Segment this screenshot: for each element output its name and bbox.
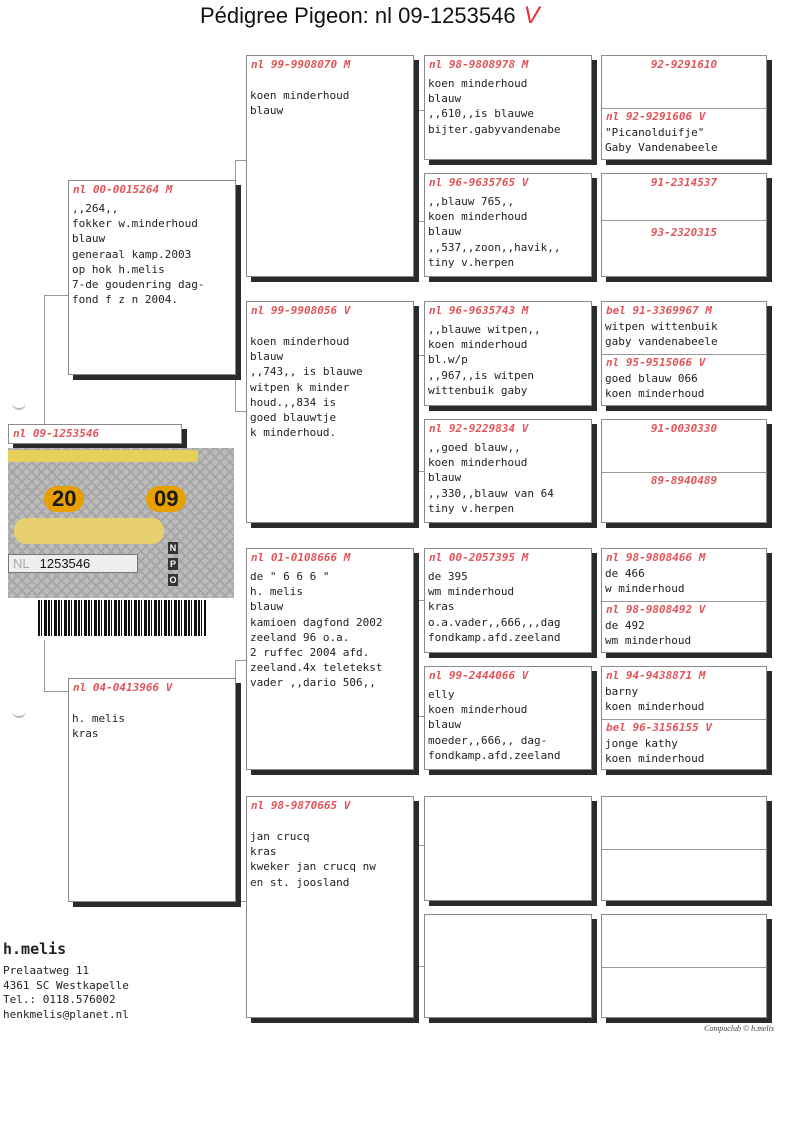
ring-certificate-image bbox=[8, 448, 234, 640]
detail-line: kamioen dagfond 2002 bbox=[250, 615, 383, 629]
dam-details bbox=[69, 696, 235, 741]
detail-line: koen minderhoud bbox=[250, 89, 350, 102]
detail-line: koen minderhoud bbox=[428, 338, 528, 352]
ssd-card bbox=[424, 173, 592, 277]
detail-line: ,,goed blauw,, bbox=[428, 441, 521, 454]
detail-line: 7-de goudenring dag- bbox=[72, 278, 205, 292]
gen4-5-bottom-details bbox=[602, 618, 766, 648]
detail-line: witpen k minder bbox=[250, 380, 350, 394]
detail-line: fondkamp.afd.zeeland bbox=[428, 630, 561, 644]
gen4-6-top-ring: nl 94-9438871 M bbox=[606, 669, 706, 682]
gen4-3-bottom-details bbox=[602, 371, 766, 401]
gen4-1-top-ring: 92-9291610 bbox=[650, 58, 718, 71]
detail-line: koen minderhoud bbox=[428, 210, 528, 224]
gen4-card-2 bbox=[601, 173, 767, 277]
detail-line: h. melis bbox=[72, 712, 125, 725]
detail-line: ,,330,,blauw van 64 bbox=[428, 486, 554, 500]
detail-line: blauw bbox=[428, 471, 462, 485]
subject-card bbox=[8, 424, 182, 444]
detail-line: koen minderhoud bbox=[605, 700, 705, 714]
gen4-card-6 bbox=[601, 666, 767, 770]
punch-hole-mark bbox=[12, 706, 26, 718]
detail-line: koen minderhoud bbox=[250, 335, 350, 348]
gen4-6-bottom-ring: bel 96-3156155 V bbox=[606, 721, 712, 734]
gen4-card-7 bbox=[601, 796, 767, 901]
detail-line: ,,blauwe witpen,, bbox=[428, 323, 541, 336]
ring-number-box bbox=[8, 554, 138, 573]
gen4-card-8 bbox=[601, 914, 767, 1018]
detail-line: zeeland.4x teletekst bbox=[250, 661, 383, 675]
dds-card bbox=[424, 796, 592, 901]
detail-line: fond f z n 2004. bbox=[72, 293, 178, 307]
detail-line: en st. joosland bbox=[250, 875, 350, 889]
sire-ring: nl 00-0015264 M bbox=[73, 183, 173, 196]
ddd-card bbox=[424, 914, 592, 1018]
ring-country: NL bbox=[13, 556, 30, 571]
detail-line: bijter.gabyvandenabe bbox=[428, 122, 561, 136]
gen4-6-bottom-details bbox=[602, 736, 766, 766]
detail-line: blauw bbox=[250, 600, 284, 614]
detail-line: goed blauwtje bbox=[250, 411, 337, 425]
detail-line: jonge kathy bbox=[605, 737, 678, 750]
page-title bbox=[200, 2, 540, 30]
breeder-email[interactable]: henkmelis@planet.nl bbox=[3, 1007, 129, 1021]
breeder-city: 4361 SC Westkapelle bbox=[3, 978, 129, 992]
ddd-ring bbox=[425, 915, 591, 932]
detail-line: op hok h.melis bbox=[72, 262, 165, 276]
sds-details bbox=[425, 319, 591, 398]
dsd-card bbox=[424, 666, 592, 770]
gen4-card-5 bbox=[601, 548, 767, 653]
ss-ring: nl 99-9908070 M bbox=[251, 58, 351, 71]
breeder-address: Prelaatweg 11 bbox=[3, 964, 90, 977]
dd-details bbox=[247, 814, 413, 890]
dss-card bbox=[424, 548, 592, 653]
detail-line: kras bbox=[250, 845, 277, 859]
sss-ring: nl 98-9808978 M bbox=[429, 58, 529, 71]
punch-hole-mark bbox=[12, 398, 26, 410]
barcode bbox=[38, 600, 206, 636]
detail-line: k minderhoud. bbox=[250, 426, 337, 440]
detail-line: de 466 bbox=[605, 567, 645, 580]
sds-ring: nl 96-9635743 M bbox=[429, 304, 529, 317]
detail-line: wm minderhoud bbox=[428, 585, 515, 599]
breeder-info bbox=[3, 940, 129, 1022]
gen4-2-top-ring: 91-2314537 bbox=[650, 176, 718, 189]
detail-line: koen minderhoud bbox=[428, 703, 528, 717]
gen4-card-3 bbox=[601, 301, 767, 406]
gen4-2-bottom-ring: 93-2320315 bbox=[650, 226, 718, 239]
detail-line: vader ,,dario 506,, bbox=[250, 676, 376, 690]
sdd-ring: nl 92-9229834 V bbox=[429, 422, 529, 435]
sd-ring: nl 99-9908056 V bbox=[251, 304, 351, 317]
detail-line: barny bbox=[605, 685, 639, 698]
detail-line: blauw bbox=[428, 718, 462, 732]
ring-number: 1253546 bbox=[39, 556, 91, 571]
detail-line: blauw bbox=[250, 104, 284, 118]
detail-line: zeeland 96 o.a. bbox=[250, 630, 350, 644]
detail-line: fokker w.minderhoud bbox=[72, 217, 198, 231]
detail-line: houd.,,834 is bbox=[250, 395, 337, 409]
detail-line: ,,610,,is blauwe bbox=[428, 107, 534, 121]
sd-details bbox=[247, 319, 413, 440]
detail-line: blauw bbox=[250, 350, 284, 364]
detail-line: koen minderhoud bbox=[605, 387, 705, 401]
gen4-card-1 bbox=[601, 55, 767, 160]
sss-card bbox=[424, 55, 592, 160]
detail-line: de " 6 6 6 " bbox=[250, 570, 330, 583]
sire-details bbox=[69, 198, 235, 307]
detail-line: blauw bbox=[428, 225, 462, 239]
sdd-card bbox=[424, 419, 592, 523]
detail-line: jan crucq bbox=[250, 830, 310, 843]
dss-details bbox=[425, 566, 591, 645]
detail-line: koen minderhoud bbox=[428, 77, 528, 90]
detail-line: "Picanolduifje" bbox=[605, 126, 705, 139]
detail-line: o.a.vader,,666,,,dag bbox=[428, 615, 561, 629]
detail-line: wittenbuik gaby bbox=[428, 383, 528, 397]
detail-line: de 395 bbox=[428, 570, 468, 583]
gen4-5-top-details bbox=[602, 566, 766, 596]
detail-line: blauw bbox=[72, 232, 106, 246]
detail-line: ,,743,, is blauwe bbox=[250, 365, 363, 379]
subject-ring: nl 09-1253546 bbox=[13, 427, 100, 440]
detail-line: moeder,,666,, dag- bbox=[428, 733, 548, 747]
connector-dam bbox=[235, 660, 246, 902]
detail-line: witpen wittenbuik bbox=[605, 320, 718, 333]
sex-mark: V bbox=[523, 2, 540, 29]
detail-line: tiny v.herpen bbox=[428, 501, 515, 515]
gen4-4-bottom-ring: 89-8940489 bbox=[650, 474, 718, 487]
detail-line: blauw bbox=[428, 92, 462, 106]
dss-ring: nl 00-2057395 M bbox=[429, 551, 529, 564]
sdd-details bbox=[425, 437, 591, 516]
dds-ring bbox=[425, 797, 591, 814]
dsd-details bbox=[425, 684, 591, 763]
detail-line: fondkamp.afd.zeeland bbox=[428, 748, 561, 762]
dd-ring: nl 98-9870665 V bbox=[251, 799, 351, 812]
detail-line: kweker jan crucq nw bbox=[250, 860, 376, 874]
detail-line: ,,537,,zoon,,havik,, bbox=[428, 240, 561, 254]
detail-line: tiny v.herpen bbox=[428, 255, 515, 269]
dsd-ring: nl 99-2444066 V bbox=[429, 669, 529, 682]
gen4-6-top-details bbox=[602, 684, 766, 714]
gen4-3-bottom-ring: nl 95-9515066 V bbox=[606, 356, 706, 369]
detail-line: Gaby Vandenabeele bbox=[605, 141, 718, 155]
sd-card bbox=[246, 301, 414, 523]
gen4-card-4 bbox=[601, 419, 767, 523]
detail-line: ,,967,,is witpen bbox=[428, 368, 534, 382]
connector-sire bbox=[235, 160, 246, 412]
gen4-1-bottom-details bbox=[602, 125, 766, 155]
detail-line: bl.w/p bbox=[428, 353, 468, 367]
detail-line: de 492 bbox=[605, 619, 645, 632]
detail-line: koen minderhoud bbox=[428, 456, 528, 470]
ssd-details bbox=[425, 191, 591, 270]
detail-line: kras bbox=[72, 727, 99, 741]
dd-card bbox=[246, 796, 414, 1018]
gen4-1-bottom-ring: nl 92-9291606 V bbox=[606, 110, 706, 123]
ss-details bbox=[247, 73, 413, 118]
ssd-ring: nl 96-9635765 V bbox=[429, 176, 529, 189]
detail-line: kras bbox=[428, 600, 455, 614]
detail-line: w minderhoud bbox=[605, 582, 685, 596]
gen4-5-top-ring: nl 98-9808466 M bbox=[606, 551, 706, 564]
detail-line: generaal kamp.2003 bbox=[72, 247, 192, 261]
breeder-phone: Tel.: 0118.576002 bbox=[3, 993, 116, 1006]
ds-details bbox=[247, 566, 413, 691]
ring-year-right: 09 bbox=[146, 486, 186, 512]
detail-line: elly bbox=[428, 688, 455, 701]
detail-line: ,,blauw 765,, bbox=[428, 195, 515, 208]
ds-ring: nl 01-0108666 M bbox=[251, 551, 351, 564]
gen4-3-top-details bbox=[602, 319, 766, 349]
gen4-5-bottom-ring: nl 98-9808492 V bbox=[606, 603, 706, 616]
npo-logo: N P O bbox=[169, 543, 177, 585]
dam-ring: nl 04-0413966 V bbox=[73, 681, 173, 694]
detail-line: goed blauw 066 bbox=[605, 372, 698, 385]
ss-card bbox=[246, 55, 414, 277]
gen4-3-top-ring: bel 91-3369967 M bbox=[606, 304, 712, 317]
detail-line: ,,264,, bbox=[72, 202, 119, 215]
gen4-4-top-ring: 91-0030330 bbox=[650, 422, 718, 435]
breeder-name: h.melis bbox=[3, 940, 67, 958]
ring-year-left: 20 bbox=[44, 486, 84, 512]
ds-card bbox=[246, 548, 414, 770]
detail-line: wm minderhoud bbox=[605, 634, 692, 648]
sss-details bbox=[425, 73, 591, 137]
footer-credit: Compuclub © h.melis bbox=[704, 1024, 774, 1033]
detail-line: gaby vandenabeele bbox=[605, 335, 718, 349]
sire-card bbox=[68, 180, 236, 375]
detail-line: h. melis bbox=[250, 585, 303, 599]
detail-line: koen minderhoud bbox=[605, 752, 705, 766]
dam-card bbox=[68, 678, 236, 902]
sds-card bbox=[424, 301, 592, 406]
detail-line: 2 ruffec 2004 afd. bbox=[250, 646, 370, 660]
page-title-text: Pédigree Pigeon: nl 09-1253546 bbox=[200, 3, 516, 28]
